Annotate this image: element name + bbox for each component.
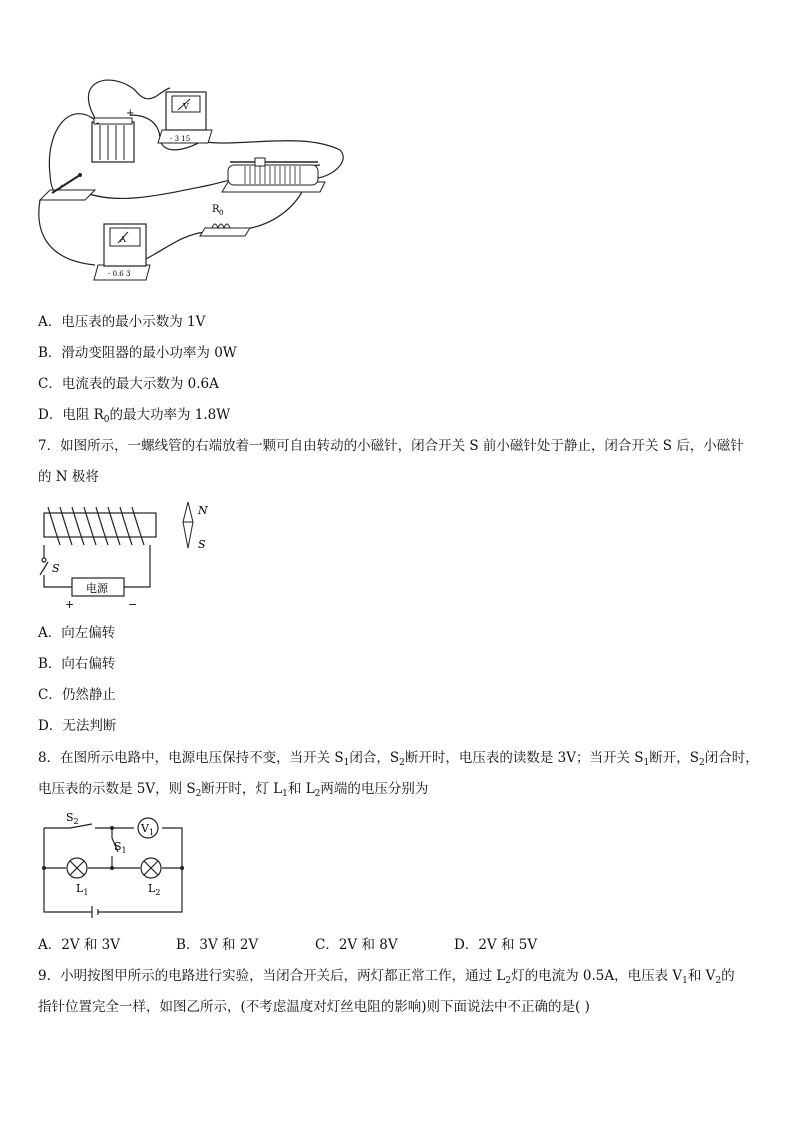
q7-plus: + [65,598,75,611]
battery-plus: + [126,108,135,119]
resistor-sub: 0 [219,209,224,217]
q6-circuit-figure [0,0,794,300]
q8-s1-label: $S_1$ [114,840,127,855]
voltmeter-terminals: - 3 15 [170,135,191,143]
q9-stem-line1: 9．小明按图甲所示的电路进行实验，当闭合开关后，两灯都正常工作，通过 $L_2$灯的电流为 0.5A，电压表 $V_1$和 $V_2$的 [38,968,735,986]
voltmeter-letter: V [183,102,189,111]
q8-stem-line2: 电压表的示数是 5V，则 $S_2$断开时，灯 $L_1$和 $L_2$两端的电压分别为 [38,781,429,799]
knife-switch-icon [40,173,95,200]
compass-needle-icon [183,502,193,548]
battery-minus: - [96,118,100,129]
resistor-r0-icon [200,204,250,236]
q7-option-b[interactable]: B．向右偏转 [38,656,116,672]
q6-d-post: 的最大功率为 1.8W [109,407,231,423]
q7-south-label: S [198,538,206,551]
q7-switch-label: S [52,562,60,575]
ammeter-icon [94,224,150,280]
resistor-label: R [212,204,220,215]
q8-option-c[interactable]: C．2V 和 8V [315,937,398,953]
q6-option-c[interactable]: C．电流表的最大示数为 0.6A [38,376,219,392]
ammeter-letter: A [120,235,126,244]
voltmeter-icon [158,92,212,143]
q8-option-d[interactable]: D．2V 和 5V [454,937,538,953]
q7-north-label: N [198,504,208,517]
q7-option-c[interactable]: C．仍然静止 [38,687,116,703]
q7-solenoid-figure [0,500,250,615]
q6-option-a[interactable]: A．电压表的最小示数为 1V [38,314,206,330]
q7-stem-line2: 的 N 极将 [38,469,99,485]
q6-d-pre: D．电阻 R [38,407,104,423]
q6-option-d[interactable] [38,406,230,429]
q8-l2-label: $L_2$ [148,882,161,897]
q7-option-a[interactable]: A．向左偏转 [38,625,116,641]
q8-v1-label: $V_1$ [141,822,155,837]
q7-minus: − [128,598,138,611]
q8-option-b[interactable]: B．3V 和 2V [176,937,259,953]
q8-s2-label: $S_2$ [66,811,79,826]
battery-icon [92,108,134,162]
q8-option-a[interactable]: A．2V 和 3V [38,937,121,953]
q7-option-d[interactable]: D．无法判断 [38,718,117,734]
q8-l1-label: $L_1$ [76,882,89,897]
rheostat-icon [222,158,325,192]
q6-d-sub: 0 [103,415,110,425]
q8-stem-line1: 8．在图所示电路中，电源电压保持不变，当开关 $S_1$闭合，$S_2$断开时，电压表的读数是 3V；当开关 $S_1$断开，$S_2$闭合时， [38,750,759,768]
q6-option-b[interactable]: B．滑动变阻器的最小功率为 0W [38,345,237,361]
q7-source-label: 电源 [86,582,108,595]
q9-stem-line2: 指针位置完全一样，如图乙所示，(不考虑温度对灯丝电阻的影响)则下面说法中不正确的是( ) [38,999,590,1015]
q7-stem-line1: 7．如图所示，一螺线管的右端放着一颗可自由转动的小磁针，闭合开关 S 前小磁针处于静止，闭合开关 S 后，小磁针 [38,438,744,454]
ammeter-terminals: - 0.6 3 [108,270,131,278]
q8-circuit-figure [0,808,200,923]
